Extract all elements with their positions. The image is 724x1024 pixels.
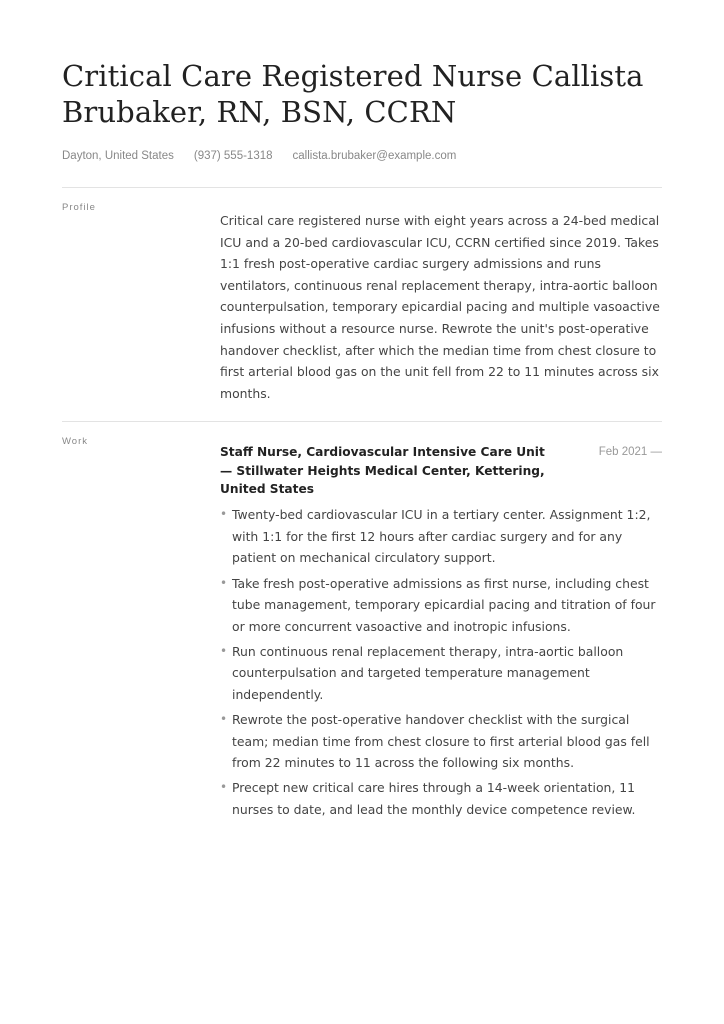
bullet-text: Twenty-bed cardiovascular ICU in a tertiary center. Assignment 1:2, with 1:1 for the first 12 hours after cardiac surgery and for any patient on mechanical circulatory support. xyxy=(232,507,651,566)
bullet-text: Precept new critical care hires through a 14-week orientation, 11 nurses to date, and lead the monthly device competence review. xyxy=(232,780,636,817)
bullet-icon: • xyxy=(220,712,228,727)
contact-line xyxy=(62,150,662,162)
profile-body xyxy=(220,188,662,421)
work-body xyxy=(220,422,662,824)
location-text: Dayton, United States xyxy=(62,150,174,162)
job-entry xyxy=(220,422,662,820)
bullet-icon: • xyxy=(220,643,228,658)
email-text: callista.brubaker@example.com xyxy=(292,150,457,162)
bullet-icon: • xyxy=(220,780,228,795)
bullet-text: Rewrote the post-operative handover checklist with the surgical team; median time from chest closure to first arterial blood gas fell from 22 minutes to 11 across the following six months. xyxy=(232,712,650,771)
bullet-icon: • xyxy=(220,507,228,522)
profile-section xyxy=(62,188,662,421)
profile-label: Profile xyxy=(62,202,96,213)
job-title: Staff Nurse, Cardiovascular Intensive Care Unit — Stillwater Heights Medical Center, Kettering, United States xyxy=(220,445,545,496)
list-item xyxy=(220,573,662,638)
resume-page xyxy=(62,58,662,824)
bullet-icon: • xyxy=(220,575,228,590)
bullet-text: Take fresh post-operative admissions as first nurse, including chest tube management, temporary epicardial pacing and titration of four or more concurrent vasoactive and inotropic infusions. xyxy=(232,575,656,634)
bullet-text: Run continuous renal replacement therapy, intra-aortic balloon counterpulsation and targeted temperature management independently. xyxy=(232,643,624,702)
list-item xyxy=(220,777,662,820)
job-bullets xyxy=(220,504,662,820)
phone-text: (937) 555-1318 xyxy=(193,150,273,162)
job-dates: Feb 2021 — xyxy=(598,446,662,459)
work-label: Work xyxy=(62,436,88,448)
profile-text: Critical care registered nurse with eight years across a 24-bed medical ICU and a 20-bed cardiovascular ICU, CCRN certified since 2019. Takes 1:1 fresh post-operative cardiac surgery admissions and runs ventilators, continuous renal replacement therapy, intra-aortic balloon counterpulsation, temporary epicardial pacing and multiple vasoactive infusions without a resource nurse. Rewrote the unit's post-operative handover checklist, after which the median time from chest closure to first arterial blood gas on the unit fell from 22 to 11 minutes across six months. xyxy=(220,213,660,401)
list-item xyxy=(220,504,662,569)
job-header xyxy=(220,422,662,498)
list-item xyxy=(220,641,662,706)
work-section xyxy=(62,422,662,824)
list-item xyxy=(220,709,662,774)
candidate-name: Critical Care Registered Nurse Callista Brubaker, RN, BSN, CCRN xyxy=(62,59,644,129)
